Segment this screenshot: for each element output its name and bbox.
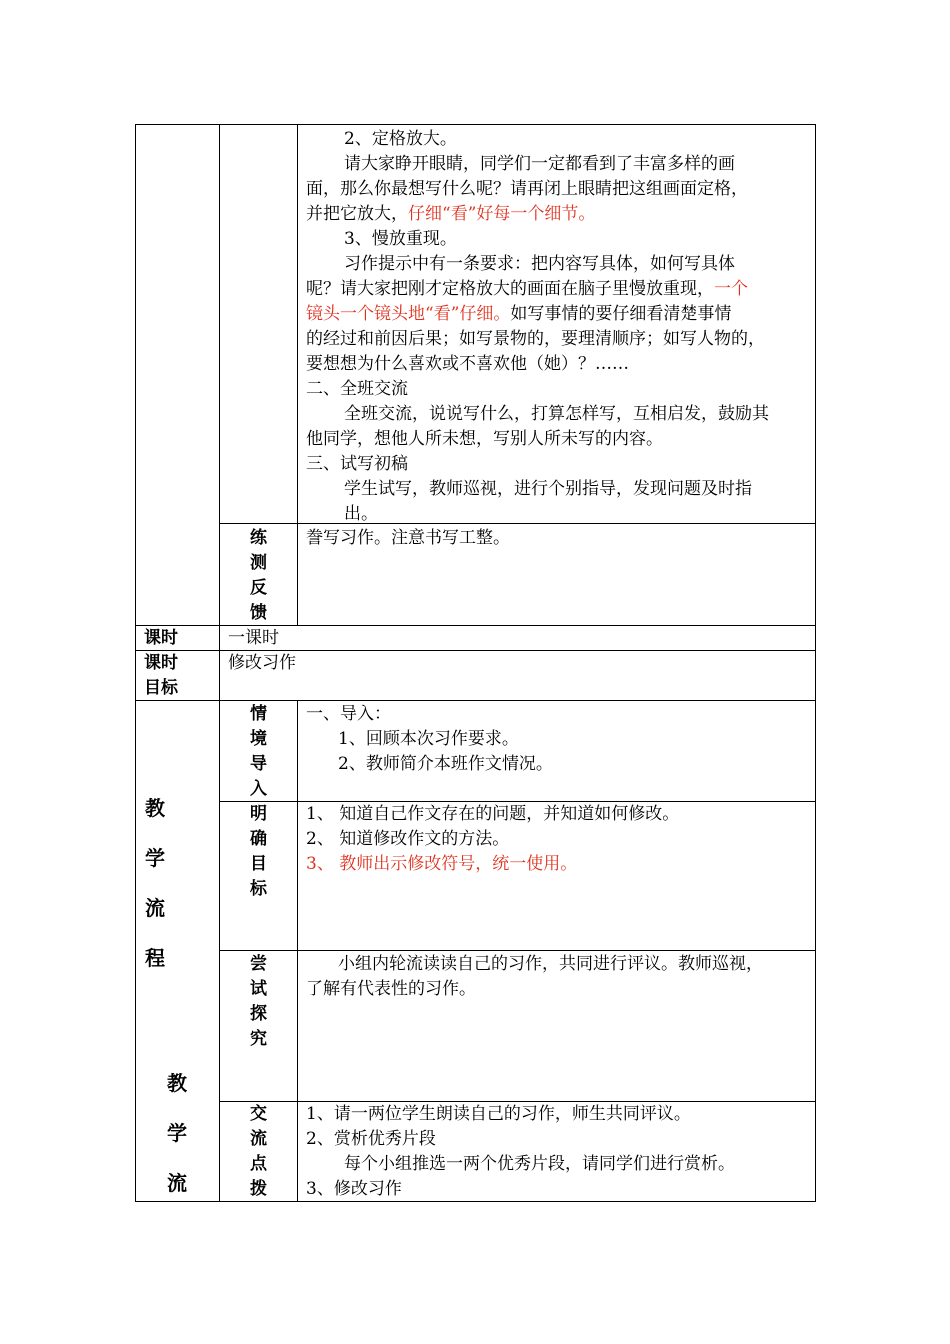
flow-label-char: 程 xyxy=(145,946,165,970)
label-char: 馈 xyxy=(250,603,267,623)
label-char: 情 xyxy=(250,704,267,724)
label-line: 课时 xyxy=(144,653,178,673)
section1-content xyxy=(306,127,814,527)
text-line: 他同学，想他人所未想，写别人所未写的内容。 xyxy=(306,429,663,449)
text-line: 一、导入： xyxy=(306,704,391,724)
label-char: 练 xyxy=(250,528,267,548)
label-char: 究 xyxy=(250,1029,267,1049)
practice-content xyxy=(306,526,814,551)
text-line: 1、请一两位学生朗读自己的习作，师生共同评议。 xyxy=(306,1104,691,1124)
text-line: 要想想为什么喜欢或不喜欢他（她）？…… xyxy=(306,354,629,374)
label-char: 导 xyxy=(250,754,267,774)
period-label: 课时 xyxy=(144,628,178,648)
text-line: 2、 知道修改作文的方法。 xyxy=(306,829,510,849)
text-line: 了解有代表性的习作。 xyxy=(306,979,476,999)
text-line: 每个小组推选一两个优秀片段，请同学们进行赏析。 xyxy=(344,1154,735,1174)
objectives-content xyxy=(306,802,814,877)
label-char: 境 xyxy=(250,729,267,749)
row-divider xyxy=(220,950,816,951)
highlight-text: 仔细“看”好每一个细节。 xyxy=(408,204,596,224)
text-line: 2、赏析优秀片段 xyxy=(306,1129,436,1149)
section-heading: 二、全班交流 xyxy=(306,379,408,399)
text-line: 3、慢放重现。 xyxy=(344,229,457,249)
explore-label xyxy=(220,952,297,1052)
explore-content xyxy=(306,952,814,1002)
section-heading: 三、试写初稿 xyxy=(306,454,408,474)
label-line: 目标 xyxy=(144,678,178,698)
label-char: 流 xyxy=(250,1129,267,1149)
highlight-text: 镜头一个镜头地“看”仔细。 xyxy=(306,304,511,324)
label-char: 确 xyxy=(250,829,267,849)
goal-value: 修改习作 xyxy=(228,653,296,673)
label-char: 点 xyxy=(250,1154,267,1174)
goal-label xyxy=(144,651,220,701)
flow-label-char: 学 xyxy=(167,1121,187,1145)
flow-label-char: 教 xyxy=(145,796,165,820)
exchange-label xyxy=(220,1102,297,1202)
text-line: 1、 知道自己作文存在的问题，并知道如何修改。 xyxy=(306,804,680,824)
text-line: 2、定格放大。 xyxy=(344,129,457,149)
text-fragment: 并把它放大， xyxy=(306,204,408,224)
text-line: 1、回顾本次习作要求。 xyxy=(338,729,519,749)
lesson-table xyxy=(135,124,816,1202)
label-char: 测 xyxy=(250,553,267,573)
col-divider xyxy=(297,700,298,1202)
row-divider xyxy=(136,700,816,701)
text-line xyxy=(306,302,814,327)
label-char: 目 xyxy=(250,854,267,874)
label-char: 入 xyxy=(250,779,267,799)
text-line: 的经过和前因后果；如写景物的，要理清顺序；如写人物的， xyxy=(306,329,765,349)
practice-label xyxy=(220,526,297,626)
text-fragment: 如写事情的要仔细看清楚事情 xyxy=(510,304,732,324)
text-line: 面，那么你最想写什么呢？请再闭上眼睛把这组画面定格， xyxy=(306,179,748,199)
highlight-text: 一个 xyxy=(714,279,748,299)
text-line: 誊写习作。注意书写工整。 xyxy=(306,528,510,548)
label-char: 交 xyxy=(250,1104,267,1124)
flow-label-char: 教 xyxy=(167,1071,187,1095)
label-char: 尝 xyxy=(250,954,267,974)
label-char: 明 xyxy=(250,804,267,824)
text-line: 请大家睁开眼睛，同学们一定都看到了丰富多样的画 xyxy=(344,154,735,174)
text-line: 3、修改习作 xyxy=(306,1179,402,1199)
flow-label-char: 流 xyxy=(145,896,165,920)
col-divider xyxy=(297,125,298,625)
label-char: 拨 xyxy=(250,1179,267,1199)
label-char: 标 xyxy=(250,879,267,899)
text-line: 全班交流，说说写什么，打算怎样写，互相启发，鼓励其 xyxy=(344,404,769,424)
text-line: 2、教师简介本班作文情况。 xyxy=(338,754,553,774)
intro-label xyxy=(220,702,297,802)
intro-content xyxy=(306,702,814,777)
text-fragment: 呢？请大家把刚才定格放大的画面在脑子里慢放重现， xyxy=(306,279,714,299)
period-value: 一课时 xyxy=(228,628,279,648)
text-line xyxy=(306,202,814,227)
objectives-label xyxy=(220,802,297,902)
text-line xyxy=(306,277,814,302)
text-line: 习作提示中有一条要求：把内容写具体，如何写具体 xyxy=(344,254,735,274)
label-char: 探 xyxy=(250,1004,267,1024)
text-line: 小组内轮流读读自己的习作，共同进行评议。教师巡视， xyxy=(338,954,763,974)
label-char: 试 xyxy=(250,979,267,999)
flow-label-char: 流 xyxy=(167,1171,187,1195)
text-line: 学生试写，教师巡视，进行个别指导，发现问题及时指 xyxy=(344,479,752,499)
text-line: 出。 xyxy=(344,504,378,524)
label-char: 反 xyxy=(250,578,267,598)
highlight-text: 3、 教师出示修改符号，统一使用。 xyxy=(306,854,578,874)
flow-label-char: 学 xyxy=(145,846,165,870)
exchange-content xyxy=(306,1102,814,1202)
